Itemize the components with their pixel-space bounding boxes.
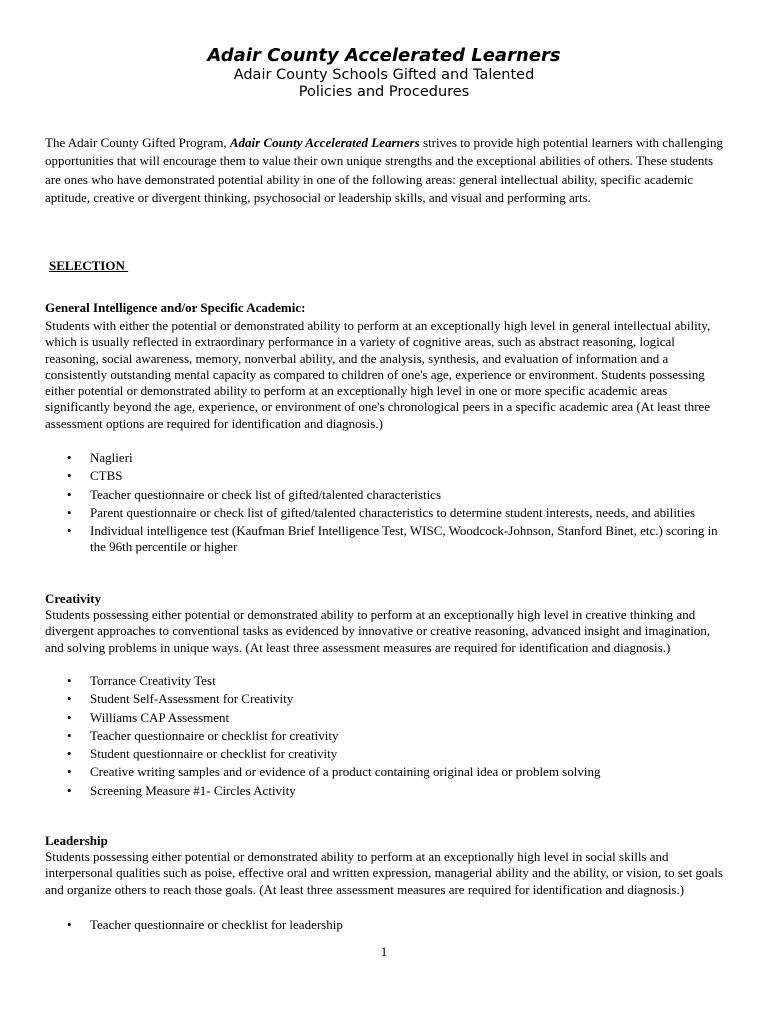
leadership-description: Students possessing either potential or demonstrated ability to perform at an exceptionally high level in social skills and interpersonal qualities such as poise, effective oral and written expression, managerial ability and the ability, or vision, to set goals and organize others to reach those goals. (At least three assessment measures are required for identification and diagnosis.) <box>45 849 723 897</box>
leadership-assessment-list <box>45 917 725 933</box>
document-title: Adair County Accelerated Learners <box>207 45 561 66</box>
creativity-assessment-list <box>45 673 725 799</box>
list-item: • CTBS <box>45 468 725 484</box>
creativity-heading: Creativity <box>45 591 102 606</box>
list-item: • Torrance Creativity Test <box>45 673 725 689</box>
list-item: • Teacher questionnaire or checklist for creativity <box>45 728 725 744</box>
list-item: • Naglieri <box>45 450 725 466</box>
list-item: • Screening Measure #1- Circles Activity <box>45 783 725 799</box>
intro-paragraph <box>45 134 725 207</box>
list-item: • Parent questionnaire or check list of gifted/talented characteristics to determine student interests, needs, and abilities <box>45 505 725 521</box>
list-item: • Student Self-Assessment for Creativity <box>45 691 725 707</box>
general-intelligence-description: Students with either the potential or demonstrated ability to perform at an exceptionally high level in general intellectual ability, which is usually reflected in extraordinary performance in a variety of cognitive areas, such as abstract reasoning, logical reasoning, social awareness, memory, nonverbal ability, and the analysis, synthesis, and evaluation of information and a consistently outstanding mental capacity as compared to children of one's age, experience or environment. Students possessing either potential or demonstrated ability to perform at an exceptionally high level in one or more specific academic areas significantly beyond the age, experience, or environment of one's chronological peers in a specific academic area (At least three assessment options are required for identification and diagnosis.) <box>45 318 711 431</box>
intro-lead: The Adair County Gifted Program, <box>45 135 230 150</box>
list-item: • Individual intelligence test (Kaufman Brief Intelligence Test, WISC, Woodcock-Johnson, Stanford Binet, etc.) scoring in the 96th percentile or higher <box>45 523 725 556</box>
general-assessment-list <box>45 450 725 556</box>
program-name: Adair County Accelerated Learners <box>229 135 420 150</box>
general-intelligence-heading: General Intelligence and/or Specific Academic: <box>45 300 306 315</box>
list-item: • Teacher questionnaire or checklist for leadership <box>45 917 725 933</box>
list-item: • Creative writing samples and or evidence of a product containing original idea or problem solving <box>45 764 725 780</box>
page-number: 1 <box>380 944 388 959</box>
list-item: • Student questionnaire or checklist for creativity <box>45 746 725 762</box>
list-item: • Teacher questionnaire or check list of gifted/talented characteristics <box>45 487 725 503</box>
leadership-heading: Leadership <box>45 833 108 848</box>
document-subtitle-district: Adair County Schools Gifted and Talented <box>233 67 535 83</box>
document-subtitle-policies: Policies and Procedures <box>298 84 470 100</box>
creativity-description: Students possessing either potential or demonstrated ability to perform at an exceptionally high level in creative thinking and divergent approaches to conventional tasks as evidenced by innovative or creative reasoning, advanced insight and imagination, and solving problems in unique ways. (At least three assessment measures are required for identification and diagnosis.) <box>45 607 711 655</box>
intro-rest: strives to provide high potential learners with challenging opportunities that will encourage them to value their own unique strengths and the exceptional abilities of others. These students are ones who have demonstrated potential ability in one of the following areas: general intellectual ability, specific academic aptitude, creative or divergent thinking, psychosocial or leadership skills, and visual and performing arts. <box>45 135 723 205</box>
selection-heading: SELECTION <box>49 258 129 273</box>
list-item: • Williams CAP Assessment <box>45 710 725 726</box>
